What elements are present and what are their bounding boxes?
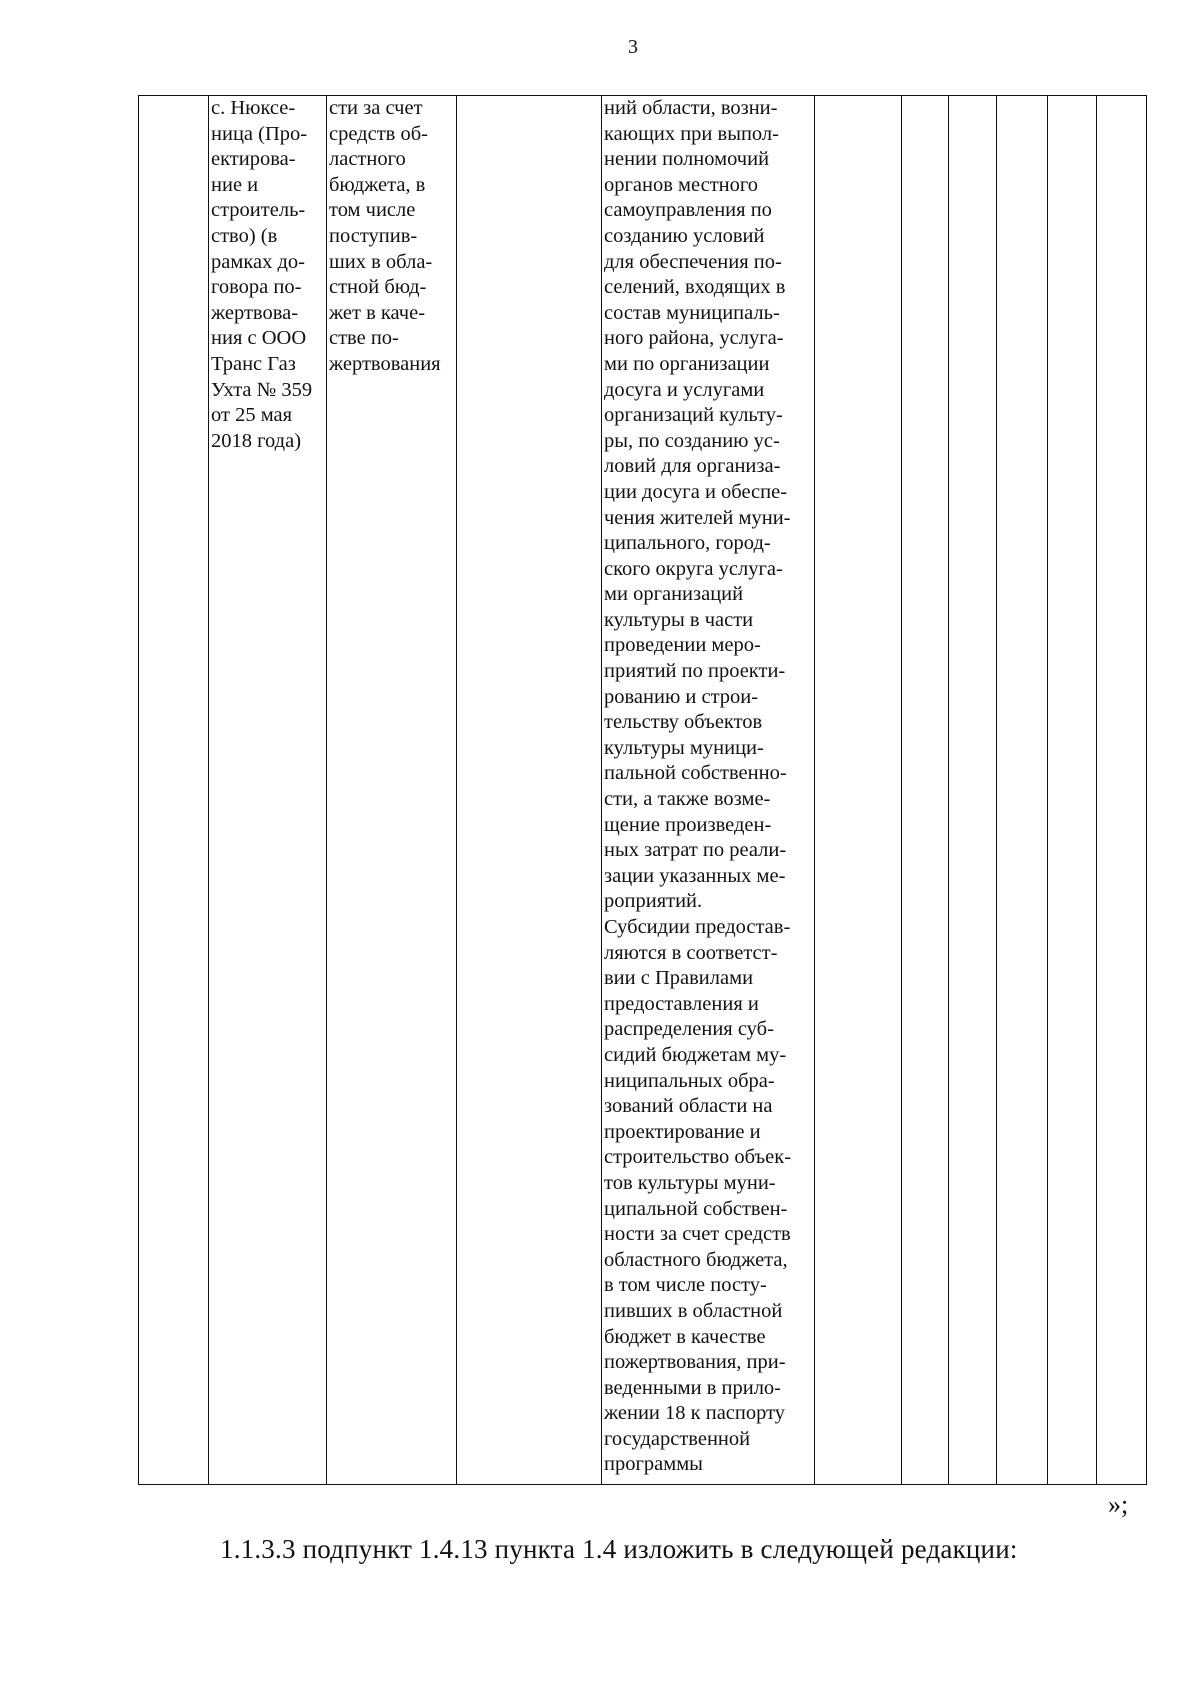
cell-line: веденными в прило-: [604, 1376, 782, 1399]
cell-line: ры, по созданию ус-: [604, 429, 780, 452]
table-cell-empty: [1048, 96, 1097, 1485]
cell-line: распределения суб-: [604, 1018, 774, 1041]
cell-line: бюджета, в: [329, 173, 426, 196]
cell-line: предоставления и: [604, 992, 759, 1015]
cell-line: ний области, возни-: [604, 97, 778, 119]
cell-line: приятий по проекти-: [604, 660, 786, 683]
cell-line: Ухта № 359: [211, 378, 313, 401]
cell-line: строительство объек-: [604, 1146, 792, 1169]
table-cell-description: [602, 96, 815, 1485]
cell-line: стве по-: [329, 327, 399, 350]
cell-line: бюджет в качестве: [604, 1325, 766, 1348]
cell-line: созданию условий: [604, 224, 765, 247]
cell-line: ство) (в: [211, 224, 278, 247]
cell-line: ниципальных обра-: [604, 1069, 775, 1092]
cell-line: досуга и услугами: [604, 378, 765, 401]
cell-line: проведении меро-: [604, 634, 761, 657]
cell-line: ципального, город-: [604, 532, 771, 555]
table-cell-empty: [815, 96, 902, 1485]
cell-line: сидий бюджетам му-: [604, 1043, 787, 1066]
cell-line: самоуправления по: [604, 199, 772, 222]
cell-line: ми по организации: [604, 352, 770, 375]
document-table: [138, 95, 1147, 1485]
cell-line: от 25 мая: [211, 404, 293, 427]
table-cell-empty: [997, 96, 1048, 1485]
page-number: 3: [628, 36, 638, 58]
cell-line: чения жителей муни-: [604, 506, 791, 529]
cell-line: нении полномочий: [604, 148, 770, 171]
cell-line: ми организаций: [604, 583, 744, 606]
cell-line: пальной собственно-: [604, 762, 787, 785]
closing-quote: »;: [1108, 1490, 1129, 1519]
cell-line: культуры в части: [604, 608, 754, 631]
cell-line: в том числе посту-: [604, 1274, 767, 1297]
cell-line: ние и: [211, 173, 259, 196]
funding-source-text: [327, 96, 456, 378]
table-cell-object-name: [209, 96, 327, 1485]
cell-line: ница (Про-: [211, 122, 308, 145]
object-name-text: [209, 96, 326, 454]
table-cell-number: [139, 96, 209, 1485]
cell-line: говора по-: [211, 276, 302, 299]
cell-line: Транс Газ: [211, 352, 296, 375]
cell-line: ного района, услуга-: [604, 327, 784, 350]
cell-line: поступив-: [329, 224, 418, 247]
cell-line: ляются в соответст-: [604, 941, 778, 964]
cell-line: рамках до-: [211, 250, 305, 273]
cell-line: жет в каче-: [329, 301, 426, 324]
cell-line: организаций культу-: [604, 404, 783, 427]
cell-line: Субсидии предостав-: [604, 916, 791, 938]
cell-line: государственной: [604, 1427, 751, 1450]
amendment-instruction: 1.1.3.3 подпункт 1.4.13 пункта 1.4 изложить в следующей редакции:: [220, 1534, 1018, 1564]
cell-line: стной бюд-: [329, 276, 427, 299]
cell-line: жертвования: [329, 352, 441, 375]
cell-line: жертвова-: [211, 301, 299, 324]
cell-line: ных затрат по реали-: [604, 839, 787, 862]
cell-line: областного бюджета,: [604, 1248, 788, 1271]
cell-line: ших в обла-: [329, 250, 433, 273]
cell-line: с. Нюксе-: [211, 97, 296, 119]
cell-line: зований области на: [604, 1095, 773, 1118]
cell-line: ластного: [329, 148, 406, 171]
table-cell-empty: [1097, 96, 1147, 1485]
table-cell-funding-source: [327, 96, 457, 1485]
cell-line: кающих при выпол-: [604, 122, 779, 145]
table-cell-empty: [902, 96, 949, 1485]
cell-line: ловий для организа-: [604, 455, 781, 478]
cell-line: жении 18 к паспорту: [604, 1402, 786, 1425]
cell-line: щение произведен-: [604, 813, 772, 836]
cell-line: роприятий.: [604, 890, 703, 913]
cell-line: вии с Правилами: [604, 967, 754, 990]
cell-line: для обеспечения по-: [604, 250, 782, 273]
cell-line: строитель-: [211, 199, 306, 222]
cell-line: 2018 года): [211, 429, 302, 452]
cell-line: состав муниципаль-: [604, 301, 780, 324]
cell-line: органов местного: [604, 173, 759, 196]
cell-line: тов культуры муни-: [604, 1171, 776, 1194]
cell-line: сти за счет: [329, 97, 423, 119]
cell-line: ципальной собствен-: [604, 1197, 788, 1220]
table-cell-empty: [457, 96, 602, 1485]
cell-line: программы: [604, 1453, 703, 1476]
cell-line: сти, а также возме-: [604, 788, 771, 811]
cell-line: ния с ООО: [211, 327, 307, 350]
cell-line: ектирова-: [211, 148, 296, 171]
cell-line: ности за счет средств: [604, 1223, 791, 1246]
cell-line: тельству объектов: [604, 711, 763, 734]
table-row: [139, 96, 1147, 1485]
cell-line: пожертвования, при-: [604, 1351, 786, 1374]
cell-line: пивших в областной: [604, 1299, 783, 1322]
table-cell-empty: [949, 96, 997, 1485]
description-text: [602, 96, 814, 1478]
cell-line: культуры муници-: [604, 736, 764, 759]
cell-line: ции досуга и обеспе-: [604, 480, 788, 503]
cell-line: селений, входящих в: [604, 276, 786, 299]
cell-line: зации указанных ме-: [604, 864, 786, 887]
cell-line: том числе: [329, 199, 416, 222]
cell-line: проектирование и: [604, 1120, 761, 1143]
cell-line: рованию и строи-: [604, 685, 759, 708]
cell-line: ского округа услуга-: [604, 557, 783, 580]
cell-line: средств об-: [329, 122, 428, 145]
